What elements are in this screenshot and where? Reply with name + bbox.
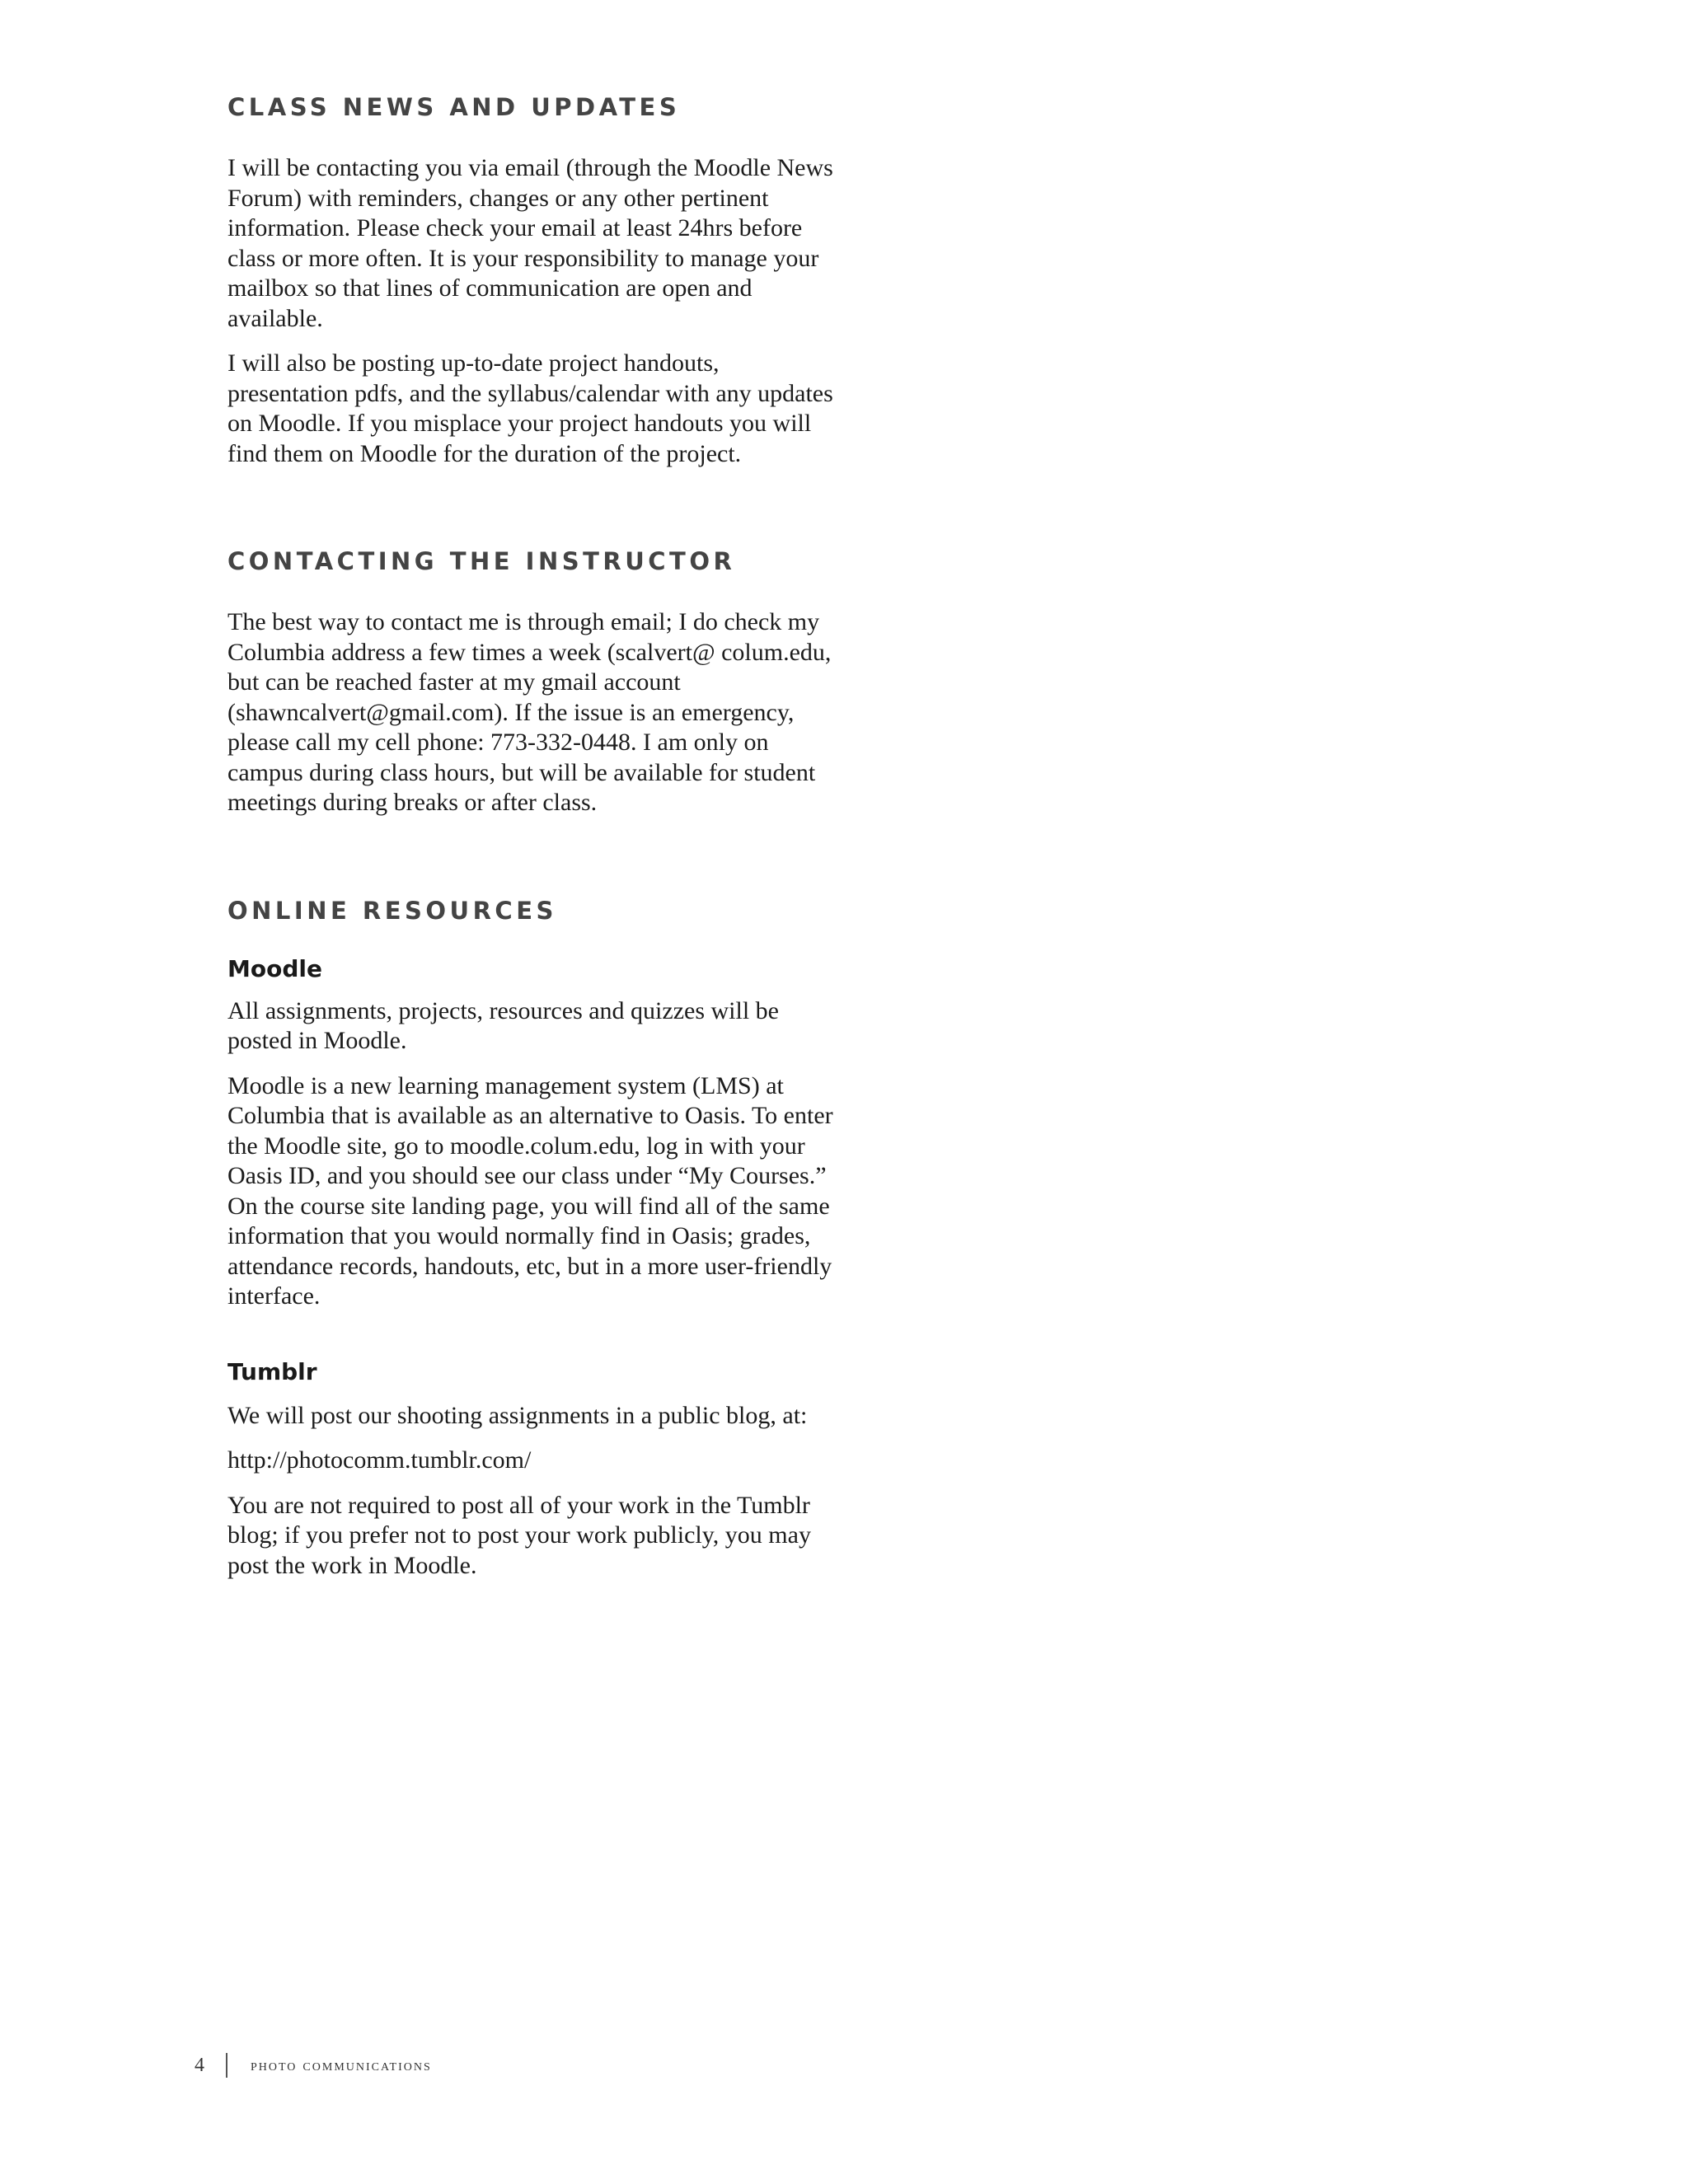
subheading-tumblr: Tumblr [227,1357,317,1385]
moodle-paragraph-2: Moodle is a new learning management system (LMS) at Columbia that is available as an alternative to Oasis. To enter the Moodle site, go to moodle.colum.edu, log in with your Oasis ID, and you should see our class under “My Courses.” On the course site landing page, you will find all of the same information that you would normally find in Oasis; grades, attendance records, handouts, etc, but in a more user-friendly interface. [227,1071,833,1310]
running-title: photo communications [251,2055,432,2074]
section-heading-class-news: CLASS NEWS AND UPDATES [227,93,681,121]
tumblr-url: http://photocomm.tumblr.com/ [227,1446,532,1474]
footer-divider [226,2053,227,2078]
page-number: 4 [195,2054,204,2076]
news-paragraph-2: I will also be posting up-to-date project handouts, presentation pdfs, and the syllabus/calendar with any updates on Moodle. If you misplace your project handouts you will find them on Moodle for the duration of the project. [227,349,833,467]
section-heading-online-resources: ONLINE RESOURCES [227,896,557,925]
contact-paragraph: The best way to contact me is through email; I do check my Columbia address a few times a week (scalvert@ colum.edu, but can be reached faster at my gmail account (shawncalvert@gmail.com). If the issue is an emergency, please call my cell phone: 773-332-0448. I am only on campus during class hours, but will be available for student meetings during breaks or after class. [227,608,832,816]
tumblr-paragraph-1: We will post our shooting assignments in a public blog, at: [227,1401,808,1429]
section-heading-contacting-instructor: CONTACTING THE INSTRUCTOR [227,547,736,575]
moodle-paragraph-1: All assignments, projects, resources and quizzes will be posted in Moodle. [227,996,779,1054]
page-footer [195,2050,432,2080]
page-content [227,91,837,1581]
tumblr-paragraph-2: You are not required to post all of your work in the Tumblr blog; if you prefer not to post your work publicly, you may post the work in Moodle. [227,1491,811,1579]
subheading-moodle: Moodle [227,954,322,982]
news-paragraph-1: I will be contacting you via email (through the Moodle News Forum) with reminders, changes or any other pertinent information. Please check your email at least 24hrs before class or more often. It is your responsibility to manage your mailbox so that lines of communication are open and available. [227,154,833,332]
